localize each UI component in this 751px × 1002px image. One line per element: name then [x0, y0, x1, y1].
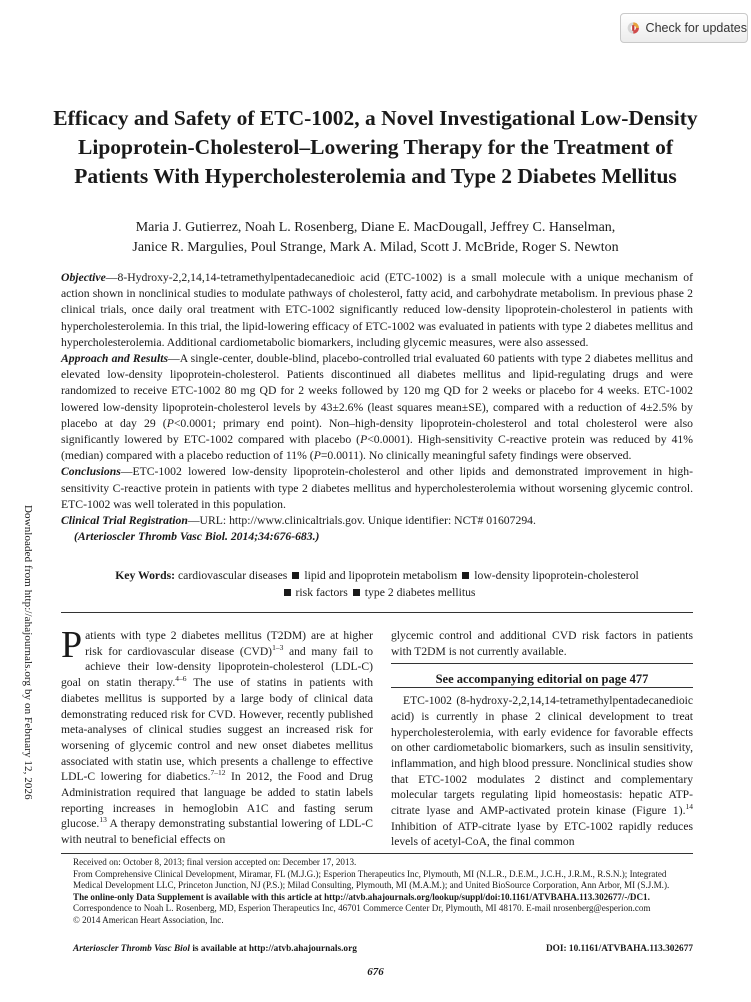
approach-text-1: —A single-center, double-blind, placebo-controlled trial evaluated 60 patients with type 2 diabetes mellitus and elevated low-density lipoprotein-cholesterol. Patients discontinued all diabetes mellitus and lipid-regulating drugs and were randomized to receive ETC-1002 80 mg QD for 2 weeks followed by 120 mg QD for 2 weeks or placebo for 4 weeks. ETC-1002 lowered low-density lipoprotein-cholesterol levels by 43±2.6% (least squares mean±SE), compared with a reduction of 4±2.5% by placebo at day 29 ( [61, 352, 693, 430]
approach-label: Approach and Results [61, 352, 169, 366]
body-column-left [61, 624, 374, 848]
objective-text: —8-Hydroxy-2,2,14,14-tetramethylpentadecanedioic acid (ETC-1002) is a small molecule with a unique mechanism of action shown in nonclinical studies to modulate pathways of cholesterol, fatty acid, and carbohydrate metabolism. In previous phase 2 clinical trials, once daily oral treatment with ETC-1002 significantly reduced low-density lipoprotein-cholesterol in patients with hypercholesterolemia. In this trial, the lipid-lowering efficacy of ETC-1002 was evaluated in patients with type 2 diabetes mellitus and hypercholesterolemia. Additional cardiometabolic biomarkers, including glycemic measures, were also assessed. [61, 271, 693, 349]
square-bullet-icon [353, 589, 360, 596]
intro-paragraph [61, 624, 374, 848]
abstract-registration [61, 513, 693, 529]
received-dates: Received on: October 8, 2013; final version accepted on: December 17, 2013. [73, 857, 357, 867]
badge-label: Check for updates [645, 21, 747, 35]
body-text: ETC-1002 (8-hydroxy-2,2,14,14-tetramethylpentadecanedioic acid) is currently in phase 2 clinical development to treat hypercholesterolemia, with early evidence for favorable effects on other cardiometabolic biomarkers, such as insulin sensitivity, inflammation, and high blood pressure. Nonclinical studies show that ETC-1002 modulates 2 distinct and complementary molecular targets regulating lipid homeostasis: hepatic ATP-citrate lyase and AMP-activated protein kinase (Figure 1). [391, 694, 693, 818]
abstract-citation [61, 529, 693, 545]
body-text: atients with type 2 diabetes mellitus (T2DM) are at higher risk for cardiovascular disease (CVD) [85, 629, 373, 658]
doi: DOI: 10.1161/ATVBAHA.113.302677 [545, 944, 693, 954]
key-words [61, 568, 693, 601]
journal-availability [73, 944, 357, 954]
affiliations: From Comprehensive Clinical Development, Miramar, FL (M.J.G.); Esperion Therapeutics Inc, Plymouth, MI (N.L.R., D.E.M., J.C.H., J.R.M., R.S.N.); Integrated Medical Development LLC, Princeton Junction, NJ (P.S.); Milad Consulting, Plymouth, MI (M.A.M.); and United BioSource Corporation, Ann Arbor, MI (S.J.M.). [73, 868, 670, 890]
body-text: and many fail to achieve their low-density lipoprotein-cholesterol (LDL-C) goal on statin therapy. [61, 644, 374, 690]
reference-superscript: 14 [685, 802, 693, 812]
square-bullet-icon [462, 572, 469, 579]
body-text: In 2012, the Food and Drug Administration required that language be added to statin labels reporting increases in hemoglobin A1C and fasting serum glucose. [61, 770, 373, 831]
abstract-approach [61, 351, 693, 464]
reference-superscript: 7–12 [210, 768, 226, 778]
keyword-item: risk factors [295, 585, 348, 599]
correspondence: Correspondence to Noah L. Rosenberg, MD, Esperion Therapeutics Inc, 46701 Commerce Center Dr, Plymouth, MI 48170. E-mail nrosenberg@esperion.com [73, 903, 651, 913]
author-list [40, 218, 711, 257]
p-symbol: P [313, 449, 321, 463]
drop-cap: P [61, 624, 83, 666]
abstract-objective [61, 270, 693, 351]
check-for-updates-button[interactable] [620, 13, 748, 43]
page-number: 676 [367, 966, 384, 978]
citation-text: (Arterioscler Thromb Vasc Biol. 2014;34:676-683.) [74, 530, 320, 544]
body-text: A therapy demonstrating substantial lowering of LDL-C with neutral to beneficial effects on [61, 817, 373, 847]
keyword-item: lipid and lipoprotein metabolism [304, 569, 458, 582]
editorial-link[interactable]: See accompanying editorial on page 477 [435, 672, 649, 687]
abstract [61, 270, 693, 545]
crossmark-icon [627, 19, 640, 37]
download-watermark: Downloaded from http://ahajournals.org by on February 12, 2026 [22, 505, 34, 800]
registration-label: Clinical Trial Registration [61, 514, 188, 528]
keyword-item: low-density lipoprotein-cholesterol [474, 569, 639, 582]
approach-text-3: <0.0001). High-sensitivity C-reactive protein was reduced by 41% (median) compared with a placebo reduction of 11% ( [61, 433, 693, 463]
journal-url-text: is available at http://atvb.ahajournals.org [190, 944, 357, 954]
etc1002-paragraph [391, 693, 693, 850]
keyword-item: cardiovascular diseases [177, 569, 288, 582]
body-text: glycemic control and additional CVD risk factors in patients with T2DM is not currently available. [391, 629, 693, 658]
footnotes [61, 857, 693, 926]
approach-text-4: =0.0011). No clinically meaningful safety findings were observed. [320, 449, 632, 463]
journal-name: Arterioscler Thromb Vasc Biol [73, 944, 190, 954]
p-symbol: P [166, 416, 174, 430]
p-symbol: P [360, 433, 368, 447]
author-line-1: Maria J. Gutierrez, Noah L. Rosenberg, Diane E. MacDougall, Jeffrey C. Hanselman, [135, 220, 616, 235]
reference-superscript: 1–3 [272, 642, 284, 652]
footnote-divider [61, 853, 693, 854]
body-text: The use of statins in patients with diabetes mellitus is supported by a large body of clinical data demonstrating reduced risk for CVD. However, recently published meta-analyses of clinical studies suggest an increased risk for worsening of glycemic control and new onset diabetes mellitus associated with statin use, which presents a challenge to effective LDL-C lowering for diabetics. [61, 676, 373, 784]
article-title: Efficacy and Safety of ETC-1002, a Novel Investigational Low-Density Lipoprotein-Cholesterol–Lowering Therapy for the Treatment of Patients With Hypercholesterolemia and Type 2 Diabetes Mellitus [53, 106, 698, 188]
registration-text: —URL: http://www.clinicaltrials.gov. Unique identifier: NCT# 01607294. [187, 514, 536, 528]
editorial-rule-top [391, 663, 693, 664]
approach-text-2: <0.0001; primary end point). Non–high-density lipoprotein-cholesterol and total cholesterol were also significantly lowered by ETC-1002 compared with placebo ( [61, 416, 693, 447]
conclusions-text: —ETC-1002 lowered low-density lipoprotein-cholesterol and other lipids and demonstrated improvement in high-sensitivity C-reactive protein in patients with type 2 diabetes mellitus and hypercholesterolemia without worsening glycemic control. ETC-1002 was well tolerated in this population. [61, 465, 693, 511]
author-line-2: Janice R. Margulies, Poul Strange, Mark A. Milad, Scott J. McBride, Roger S. Newton [132, 239, 619, 255]
keyword-item: type 2 diabetes mellitus [364, 585, 476, 599]
square-bullet-icon [284, 589, 291, 596]
key-words-label: Key Words: [115, 569, 176, 582]
keywords-divider [61, 612, 693, 613]
reference-superscript: 13 [99, 815, 107, 825]
data-supplement-note: The online-only Data Supplement is available with this article at http://atvb.ahajournals.org/lookup/suppl/doi:10.1161/ATVBAHA.113.302677/-/DC1. [73, 891, 650, 902]
body-text: Inhibition of ATP-citrate lyase by ETC-1002 rapidly reduces levels of acetyl-CoA, the final common [391, 819, 693, 849]
abstract-conclusions [61, 464, 693, 513]
conclusions-label: Conclusions [61, 465, 121, 479]
reference-superscript: 4–6 [175, 674, 187, 684]
body-column-right [391, 628, 693, 850]
editorial-rule-bottom [391, 687, 693, 688]
copyright: © 2014 American Heart Association, Inc. [73, 914, 224, 925]
square-bullet-icon [292, 572, 299, 579]
objective-label: Objective [61, 271, 106, 284]
